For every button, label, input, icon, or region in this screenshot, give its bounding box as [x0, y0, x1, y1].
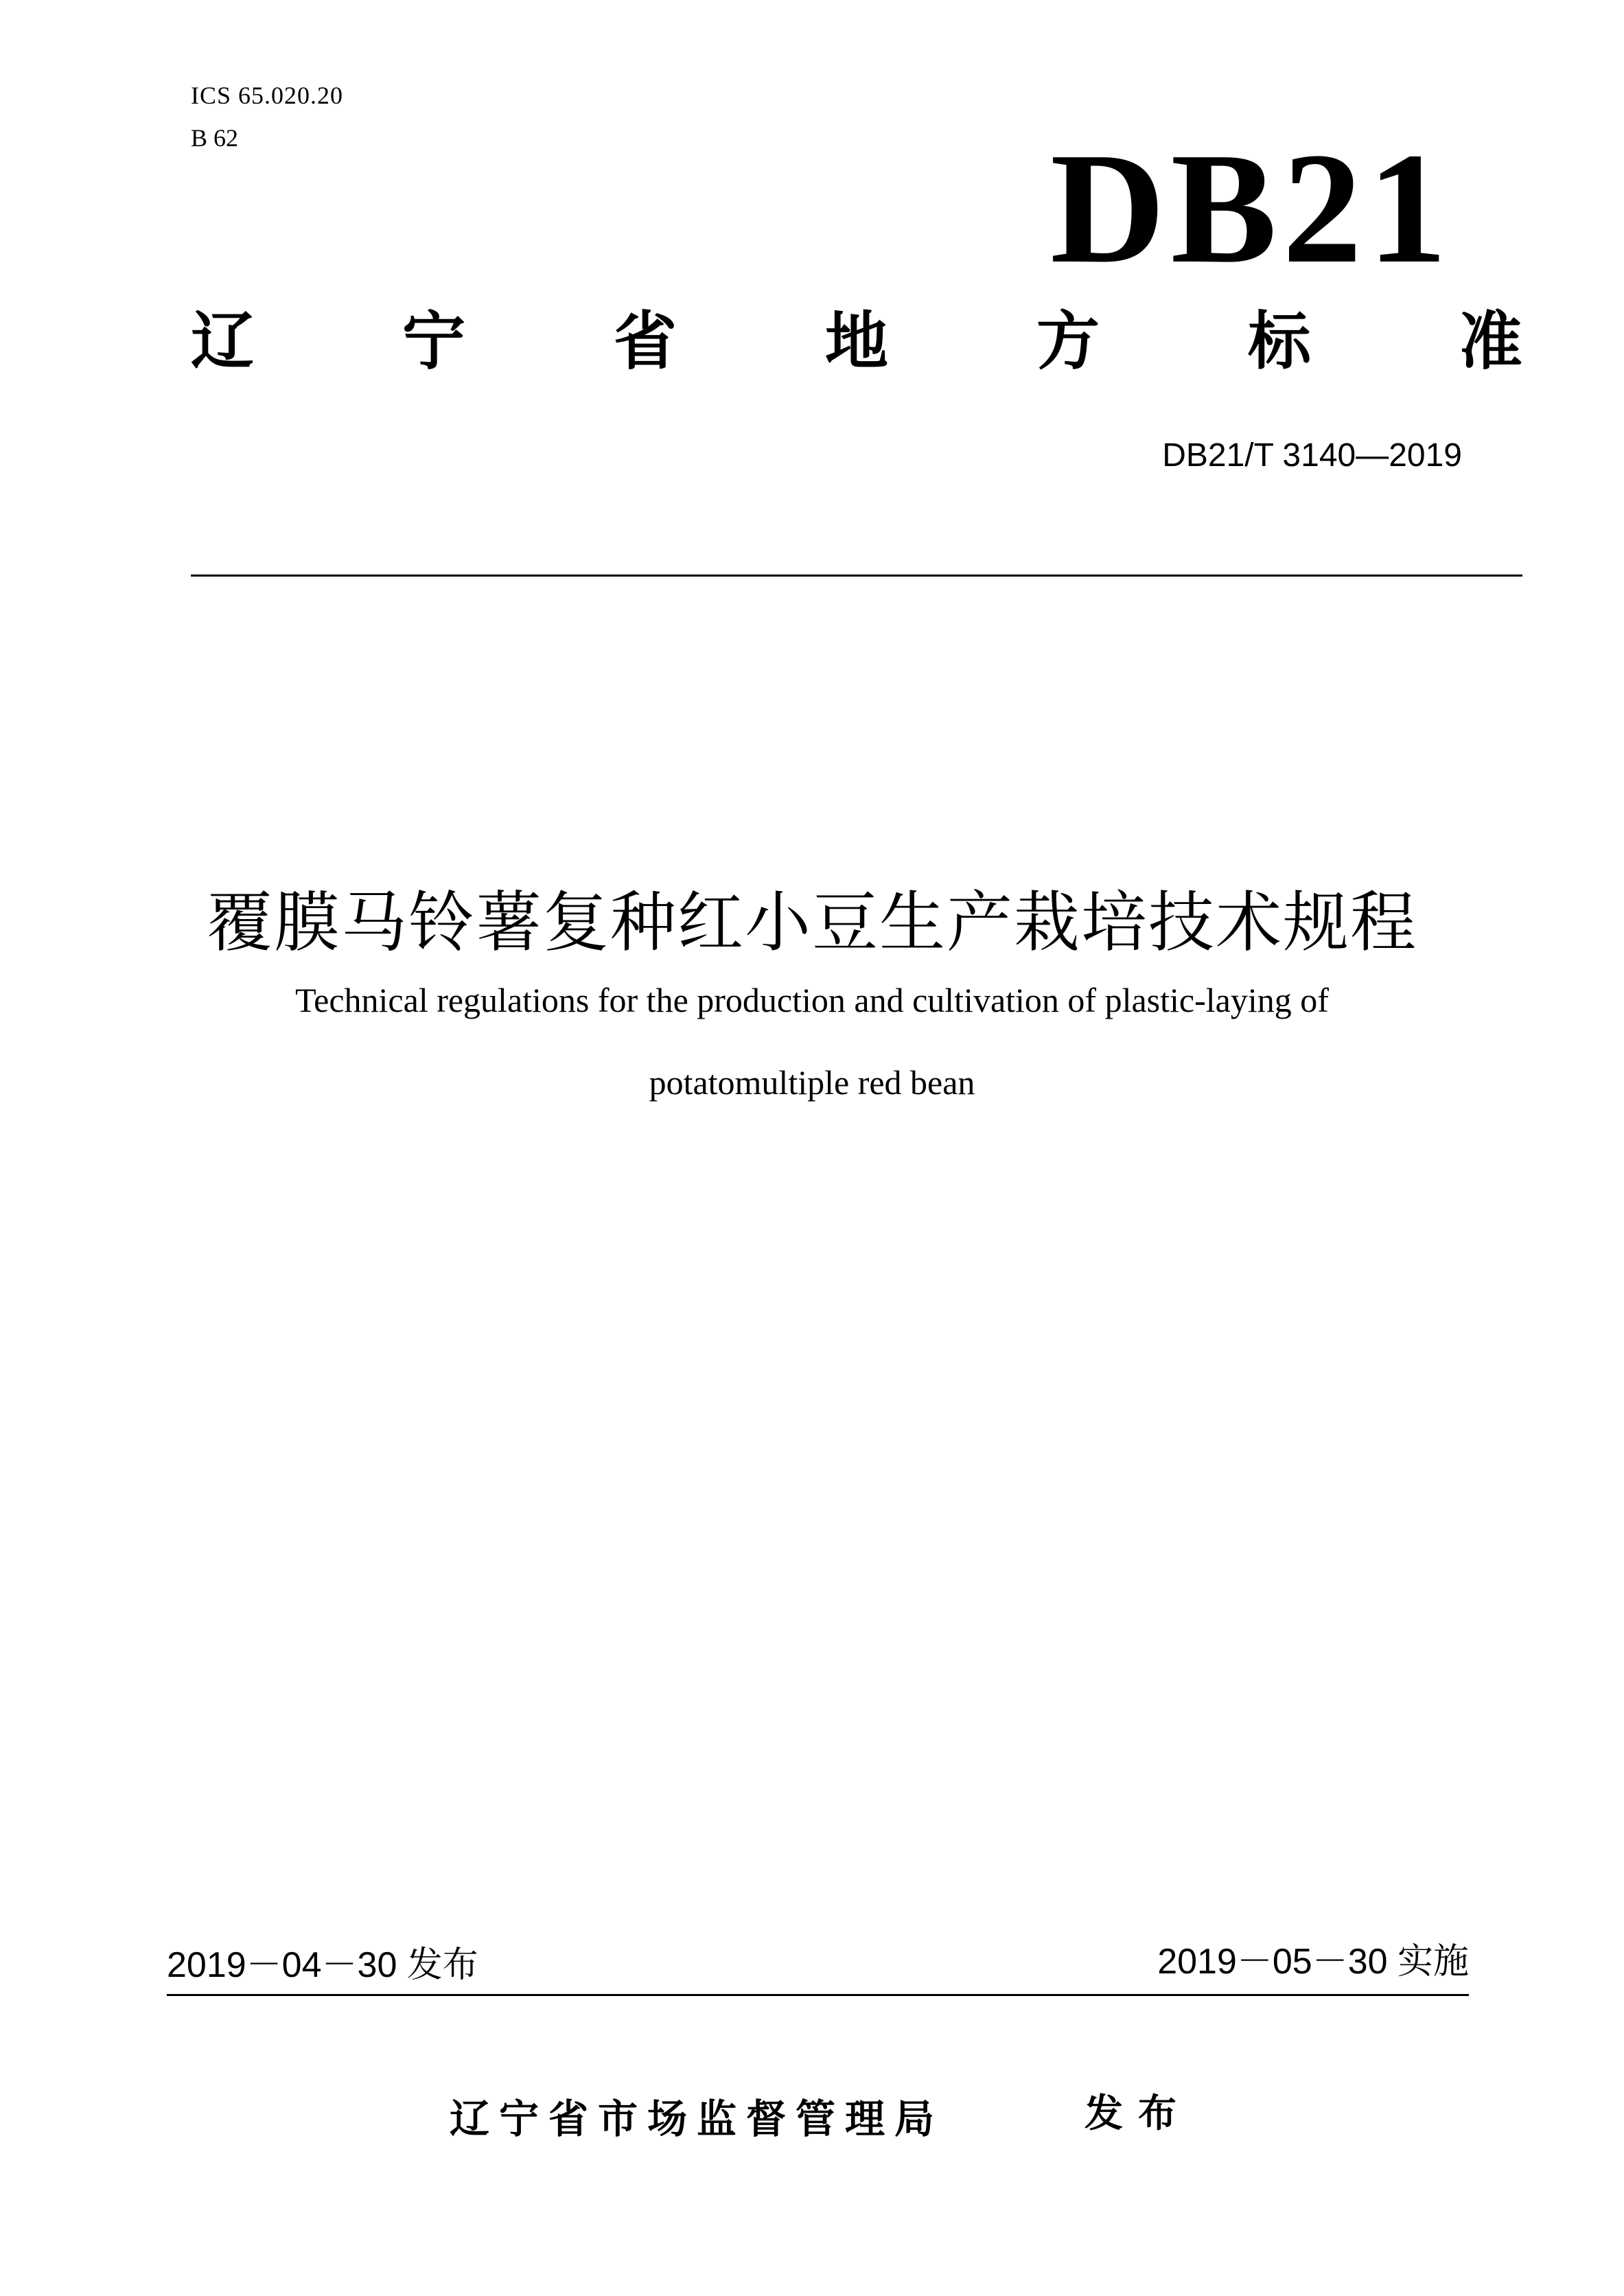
- title-chinese: 覆膜马铃薯复种红小豆生产栽培技术规程: [207, 884, 1417, 961]
- standard-type-char: 方: [1036, 305, 1100, 378]
- title-english-line1: Technical regulations for the production and cultivation of plastic-laying of: [295, 981, 1329, 1019]
- standard-type-char: 标: [1247, 305, 1311, 378]
- top-divider: [191, 575, 1522, 577]
- standard-type-char: 辽: [191, 305, 255, 378]
- title-english-line2: potatomultiple red bean: [649, 1063, 975, 1102]
- standard-type-heading: [191, 305, 1522, 378]
- issue-date: 2019－04－30 发布: [167, 1945, 478, 1985]
- publisher-name: 辽宁省市场监督管理局: [450, 2096, 944, 2142]
- standard-type-char: 准: [1459, 305, 1522, 378]
- bottom-divider: [167, 1994, 1469, 1996]
- ics-code: ICS 65.020.20: [191, 82, 344, 109]
- standard-type-char: 地: [824, 305, 888, 378]
- standard-logo: DB21: [1050, 120, 1453, 297]
- standard-type-char: 宁: [402, 305, 465, 378]
- implementation-date: 2019－05－30 实施: [1157, 1942, 1469, 1982]
- classification-code: B 62: [191, 124, 239, 152]
- standard-number: DB21/T 3140—2019: [1162, 437, 1462, 474]
- publish-label: 发布: [1084, 2091, 1192, 2136]
- standard-type-char: 省: [613, 305, 677, 378]
